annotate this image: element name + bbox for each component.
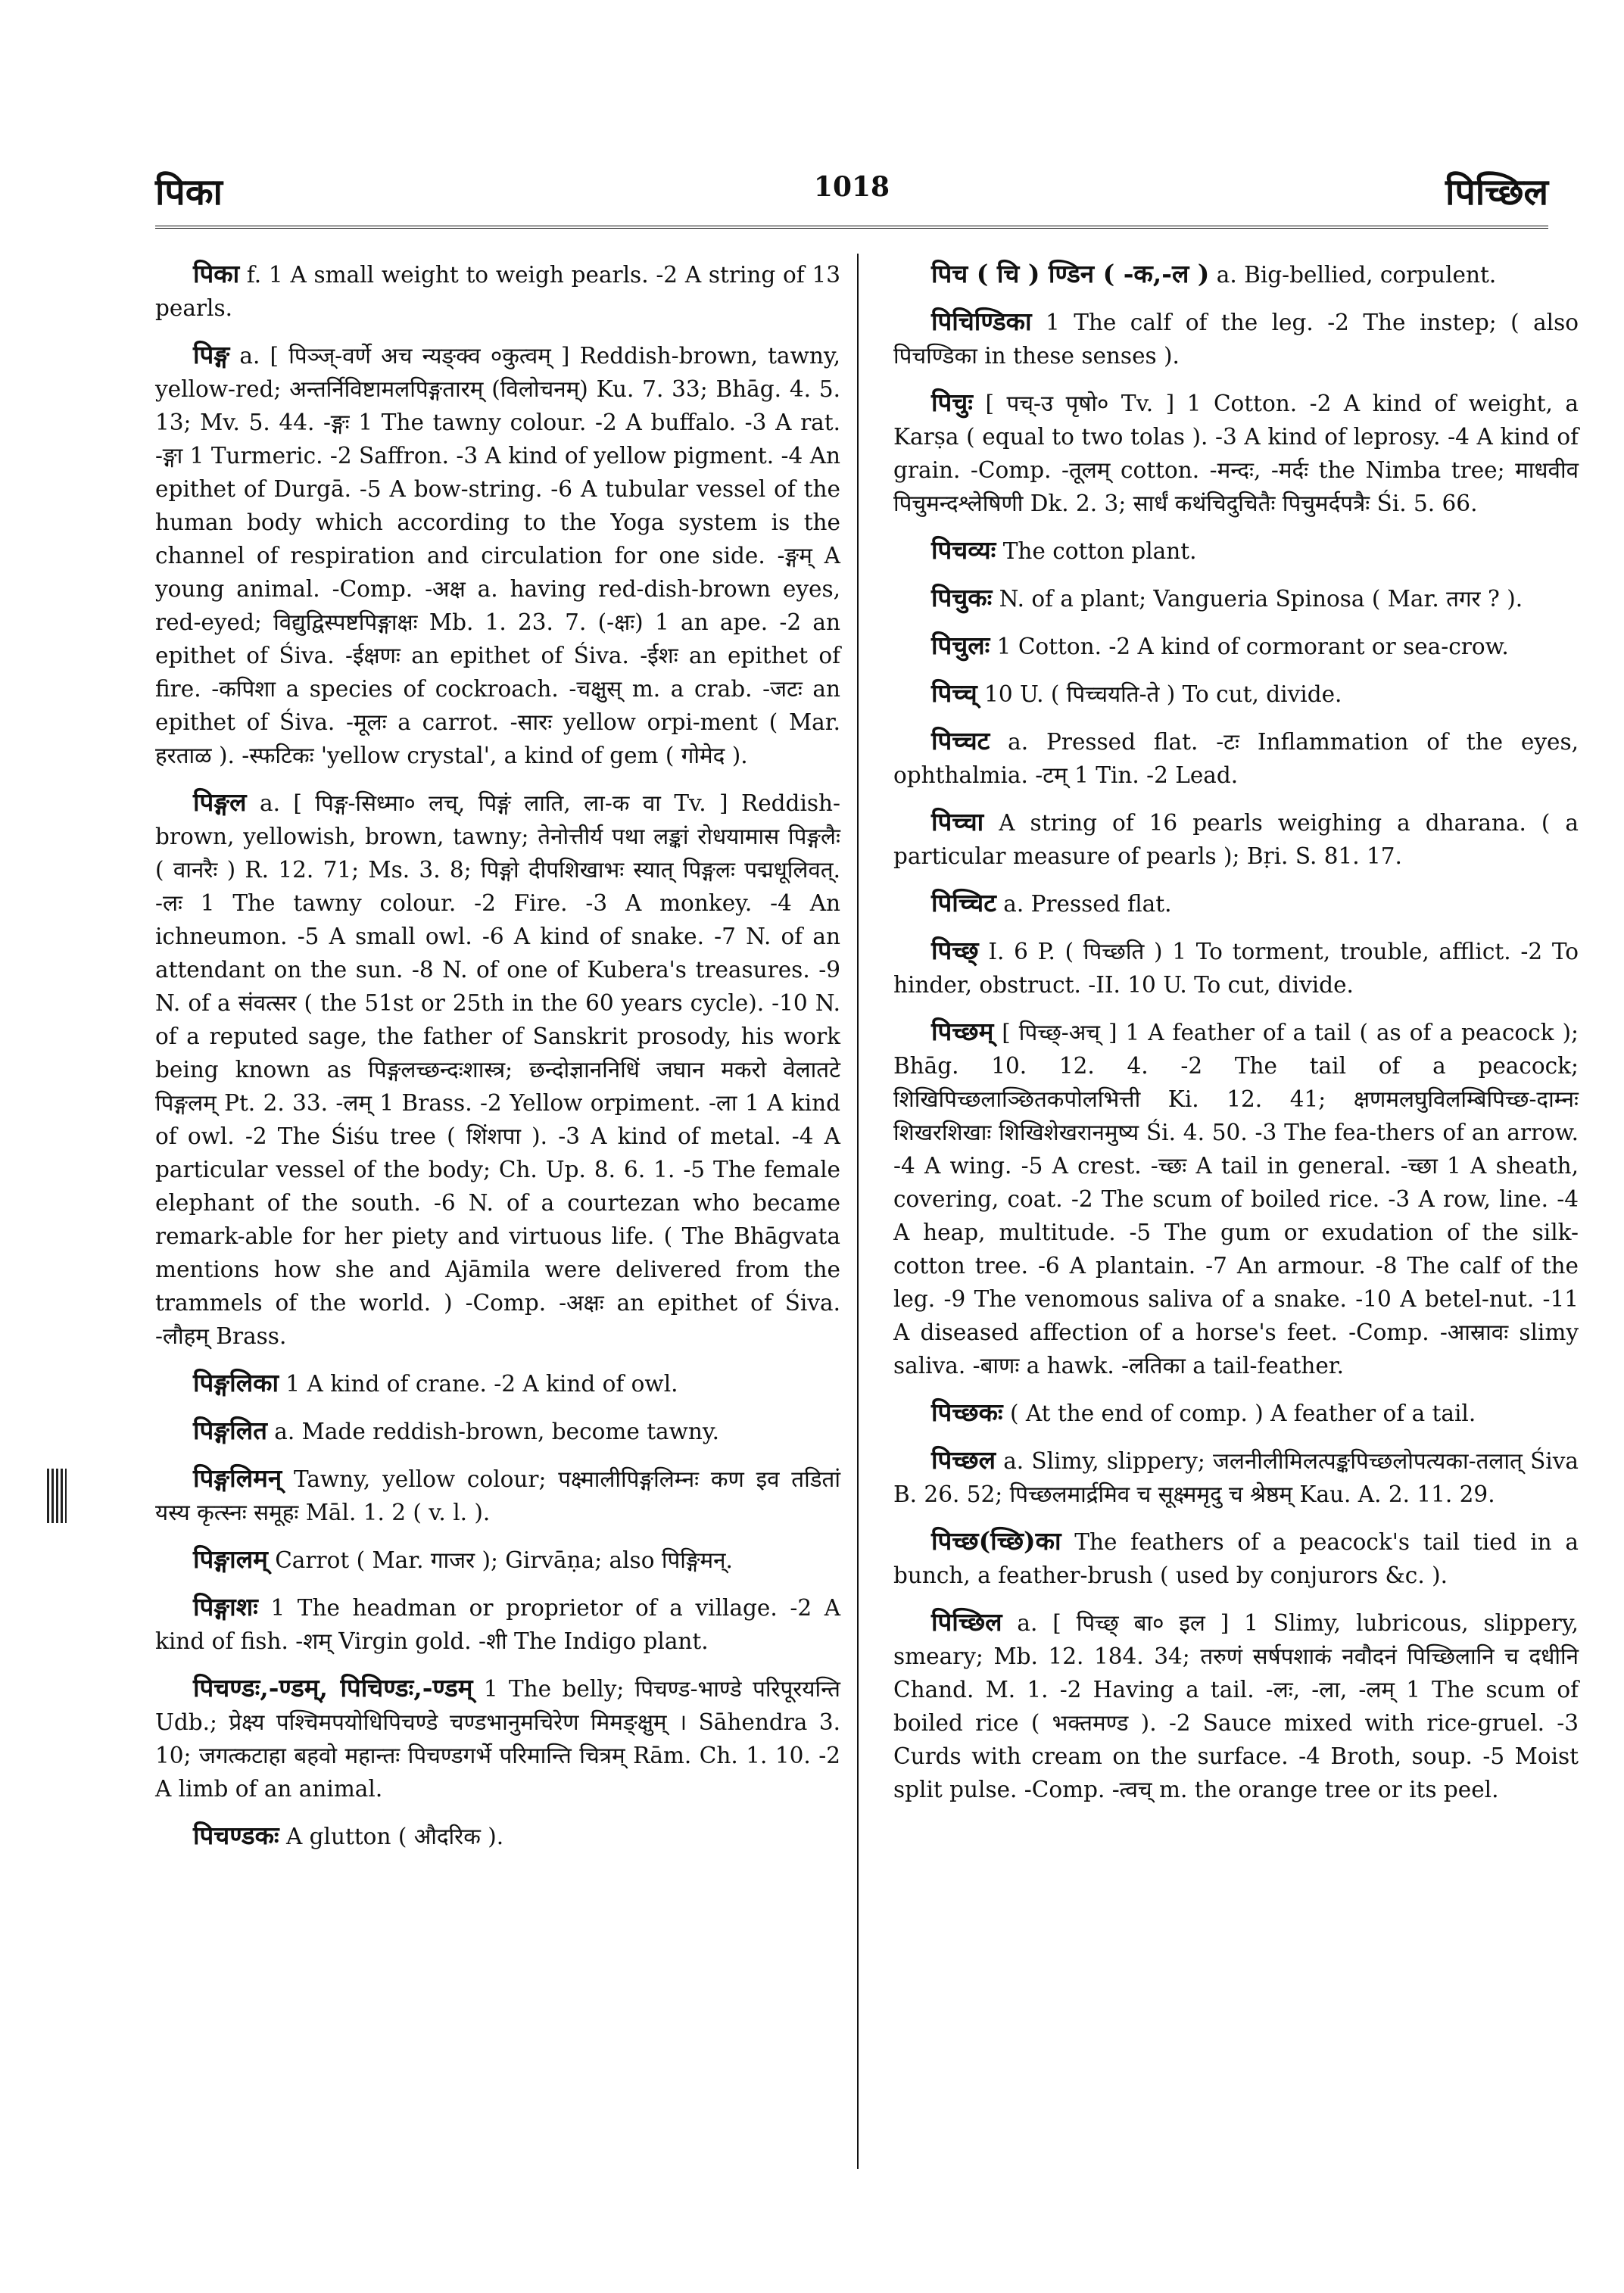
entry-body: ( At the end of comp. ) A feather of a tail. [1002,1400,1476,1426]
entry-headword: पिङ्गलिमन् [193,1463,282,1493]
dictionary-entry [155,1414,840,1448]
dictionary-entry [155,257,840,325]
entry-body: 1 The headman or proprietor of a village. -2 A kind of fish. -शम् Virgin gold. -शी The Indigo plant. [155,1595,840,1654]
entry-headword: पिङ्गालम् [193,1544,268,1574]
entry-headword: पिङ्गल [193,787,247,817]
dictionary-entry [155,1819,840,1853]
dictionary-entry [893,1444,1579,1511]
entry-body: Tawny, yellow colour; पक्ष्मालीपिङ्गलिम्नः कण इव तडितां यस्य कृत्स्नः समूहः Māl. 1. 2 ( v. l. ). [155,1466,840,1525]
entry-body: a. Slimy, slippery; जलनीलीमिलत्पङ्कपिच्छलोपत्यका-तलात् Śiva B. 26. 52; पिच्छलमार्द्रमिव च सूक्ष्ममृदु च श्रेष्ठम् Kau. A. 2. 11. 29. [893,1448,1579,1507]
entry-headword: पिच्छ् [931,936,979,965]
dictionary-entry [893,581,1579,615]
entry-headword: पिच्चिट [931,888,996,918]
entry-body: a. [ पिच्छ् बा० इल ] 1 Slimy, lubricous, slippery, smeary; Mb. 12. 184. 34; तरुणं सर्षपशाकं नवौदनं पिच्छिलानि च दधीनि Chand. M. 1. -2 Having a tail. -लः, -ला, -लम् 1 The scum of boiled rice ( भक्तमण्ड ). -2 Sauce mixed with rice-gruel. -3 Curds with cream on the surface. -4 Broth, soup. -5 Moist split pulse. -Comp. -त्वच् m. the orange tree or its peel. [893,1610,1579,1802]
entry-body: Carrot ( Mar. गाजर ); Girvāṇa; also पिङ्गिमन्. [267,1547,733,1573]
entry-body: 1 The belly; पिचण्ड-भाण्डे परिपूरयन्ति Udb.; प्रेक्ष्य पश्चिमपयोधिपिचण्डे चण्डभानुमचिरेण मिमङ्क्षुम् । Sāhendra 3. 10; जगत्कटाहा बहवो महान्तः पिचण्डगर्भे परिमान्ति चित्रम् Rām. Ch. 1. 10. -2 A limb of an animal. [155,1676,841,1802]
entry-body: A glutton ( औदरिक ). [279,1824,504,1849]
dictionary-entry [155,1590,840,1658]
dictionary-entry [893,1525,1579,1592]
entry-headword: पिच्छल [931,1445,996,1475]
entry-body: a. [ पिङ्ग-सिध्मा० लच्, पिङ्गं लाति, ला-क वा Tv. ] Reddish-brown, yellowish, brown, tawny; तेनोत्तीर्य पथा लङ्कां रोधयामास पिङ्गलैः ( वानरैः ) R. 12. 71; Ms. 3. 8; पिङ्गो दीपशिखाभः स्यात् पिङ्गलः पद्मधूलिवत्. -लः 1 The tawny colour. -2 Fire. -3 A monkey. -4 An ichneumon. -5 A small owl. -6 A kind of snake. -7 N. of an attendant on the sun. -8 N. of one of Kubera's treasures. -9 N. of a संवत्सर ( the 51st or 25th in the 60 years cycle). -10 N. of a reputed sage, the father of Sanskrit prosody, his work being known as पिङ्गलच्छन्दःशास्त्र; छन्दोज्ञाननिधिं जघान मकरो वेलातटे पिङ्गलम् Pt. 2. 33. -लम् 1 Brass. -2 Yellow orpiment. -ला 1 A kind of owl. -2 The Śiśu tree ( शिंशपा ). -3 A kind of metal. -4 A particular vessel of the body; Ch. Up. 8. 6. 1. -5 The female elephant of the south. -6 N. of a courtezan who became remark-able for her piety and virtuous life. ( The Bhāgvata mentions how she and Ajāmila were delivered from the trammels of the world. ) -Comp. -अक्षः an epithet of Śiva. -लौहम् Brass. [155,790,840,1349]
dictionary-entry [893,257,1579,291]
column-divider [857,254,859,2169]
right-column [893,257,1579,1820]
entry-body: a. [ पिञ्ज्-वर्णे अच न्यङ्क्व ०कुत्वम् ] Reddish-brown, tawny, yellow-red; अन्तर्निविष्टामलपिङ्गतारम् (विलोचनम्) Ku. 7. 33; Bhāg. 4. 5. 13; Mv. 5. 44. -ङ्गः 1 The tawny colour. -2 A buffalo. -3 A rat. -ङ्गा 1 Turmeric. -2 Saffron. -3 A kind of yellow pigment. -4 An epithet of Durgā. -5 A bow-string. -6 A tubular vessel of the human body which according to the Yoga system is the channel of respiration and circulation for one side. -ङ्गम् A young animal. -Comp. -अक्ष a. having red-dish-brown eyes, red-eyed; विद्युद्विस्पष्टपिङ्गाक्षः Mb. 1. 23. 7. (-क्षः) 1 an ape. -2 an epithet of Śiva. -ईक्षणः an epithet of Śiva. -ईशः an epithet of fire. -कपिशा a species of cockroach. -चक्षुस् m. a crab. -जटः an epithet of Śiva. -मूलः a carrot. -सारः yellow orpi-ment ( Mar. हरताळ ). -स्फटिकः 'yellow crystal', a kind of gem ( गोमेद ). [155,343,840,768]
entry-body: f. 1 A small weight to weigh pearls. -2 A string of 13 pearls. [155,262,840,321]
header-rule [155,226,1548,229]
entry-body: N. of a plant; Vangueria Spinosa ( Mar. तगर ? ). [992,586,1523,612]
left-running-headword: पिका [155,171,223,213]
dictionary-entry [155,1462,840,1529]
dictionary-entry [893,886,1579,921]
entry-body: [ पिच्छ्-अच् ] 1 A feather of a tail ( as of a peacock ); Bhāg. 10. 12. 4. -2 The tail of a peacock; शिखिपिच्छलाञ्छितकपोलभित्ती Ki. 12. 41; क्षणमलघुविलम्बिपिच्छ-दाम्नः शिखरशिखाः शिखिशेखरानमुष्य Śi. 4. 50. -3 The fea-thers of an arrow. -4 A wing. -5 A crest. -च्छः A tail in general. -च्छा 1 A sheath, covering, coat. -2 The scum of boiled rice. -3 A row, line. -4 A heap, multitude. -5 The gum or exudation of the silk-cotton tree. -6 A plantain. -7 An armour. -8 The calf of the leg. -9 The venomous saliva of a snake. -10 A betel-nut. -11 A diseased affection of a horse's feet. -Comp. -आस्रावः slimy saliva. -बाणः a hawk. -लतिका a tail-feather. [893,1020,1579,1379]
entry-headword: पिचुकः [931,583,993,612]
entry-body: 10 U. ( पिच्चयति-ते ) To cut, divide. [977,681,1342,707]
dictionary-entry [893,677,1579,711]
dictionary-entry [893,1015,1579,1382]
entry-body: The feathers of a peacock's tail tied in a bunch, a feather-brush ( used by conjurors &c. ). [893,1529,1579,1588]
entry-headword: पिङ्गाशः [193,1592,258,1622]
dictionary-entry [893,1606,1579,1806]
dictionary-entry [155,1671,840,1805]
entry-headword: पिच्छ(च्छि)का [931,1526,1061,1556]
dictionary-entry [155,786,840,1353]
entry-headword: पिच्चट [931,726,990,756]
entry-headword: पिचण्डकः [193,1821,279,1850]
dictionary-entry [893,1396,1579,1430]
dictionary-entry [155,338,840,772]
entry-body: The cotton plant. [996,538,1197,564]
entry-body: I. 6 P. ( पिच्छति ) 1 To torment, trouble, afflict. -2 To hinder, obstruct. -II. 10 U. To cut, divide. [893,939,1579,998]
entry-headword: पिच्छम् [931,1017,994,1046]
entry-headword: पिचव्यः [931,535,996,565]
entry-headword: पिचण्डः,-ण्डम्, पिचिण्डः,-ण्डम् [193,1673,473,1703]
entry-headword: पिका [193,259,240,288]
page-header [155,167,1548,220]
dictionary-entry [893,805,1579,873]
entry-headword: पिच्छिल [931,1607,1002,1637]
entry-body: [ पच्-उ पृषो० Tv. ] 1 Cotton. -2 A kind of weight, a Karṣa ( equal to two tolas ). -3 A kind of leprosy. -4 A kind of grain. -Comp. -तूलम् cotton. -मन्दः, -मर्दः the Nimba tree; माधवीव पिचुमन्दश्लेषिणी Dk. 2. 3; सार्धं कथंचिदुचितैः पिचुमर्दपत्रैः Śi. 5. 66. [893,391,1579,516]
entry-headword: पिङ्गलित [193,1416,267,1445]
entry-headword: पिङ्ग [193,340,230,369]
entry-headword: पिचुः [931,388,973,417]
thumb-index-mark [47,1469,67,1523]
entry-body: 1 Cotton. -2 A kind of cormorant or sea-crow. [990,634,1509,659]
dictionary-entry [893,934,1579,1002]
dictionary-entry [893,386,1579,520]
dictionary-entry [893,305,1579,372]
left-column [155,257,840,1867]
entry-body: A string of 16 pearls weighing a dharana. ( a particular measure of pearls ); Bṛi. S. 81. 17. [893,810,1579,869]
entry-headword: पिच्चा [931,807,984,837]
entry-headword: पिच्छकः [931,1397,1003,1427]
right-running-headword: पिच्छिल [1445,171,1548,213]
entry-headword: पिच्च् [931,678,977,708]
entry-body: 1 The calf of the leg. -2 The instep; ( also पिचण्डिका in these senses ). [893,310,1579,369]
entry-headword: पिच ( चि ) ण्डिन ( -क,-ल ) [931,259,1210,288]
dictionary-entry [893,534,1579,568]
entry-headword: पिङ्गलिका [193,1368,279,1397]
entry-headword: पिचिण्डिका [931,307,1032,336]
dictionary-entry [893,629,1579,663]
entry-body: 1 A kind of crane. -2 A kind of owl. [279,1371,678,1397]
entry-headword: पिचुलः [931,631,990,660]
dictionary-entry [155,1366,840,1400]
entry-body: a. Made reddish-brown, become tawny. [267,1419,720,1444]
entry-body: a. Big-bellied, corpulent. [1209,262,1497,288]
dictionary-entry [155,1543,840,1577]
entry-body: a. Pressed flat. [996,891,1172,917]
dictionary-entry [893,724,1579,792]
page-number: 1018 [813,171,890,203]
entry-body: a. Pressed flat. -टः Inflammation of the eyes, ophthalmia. -टम् 1 Tin. -2 Lead. [893,729,1579,788]
